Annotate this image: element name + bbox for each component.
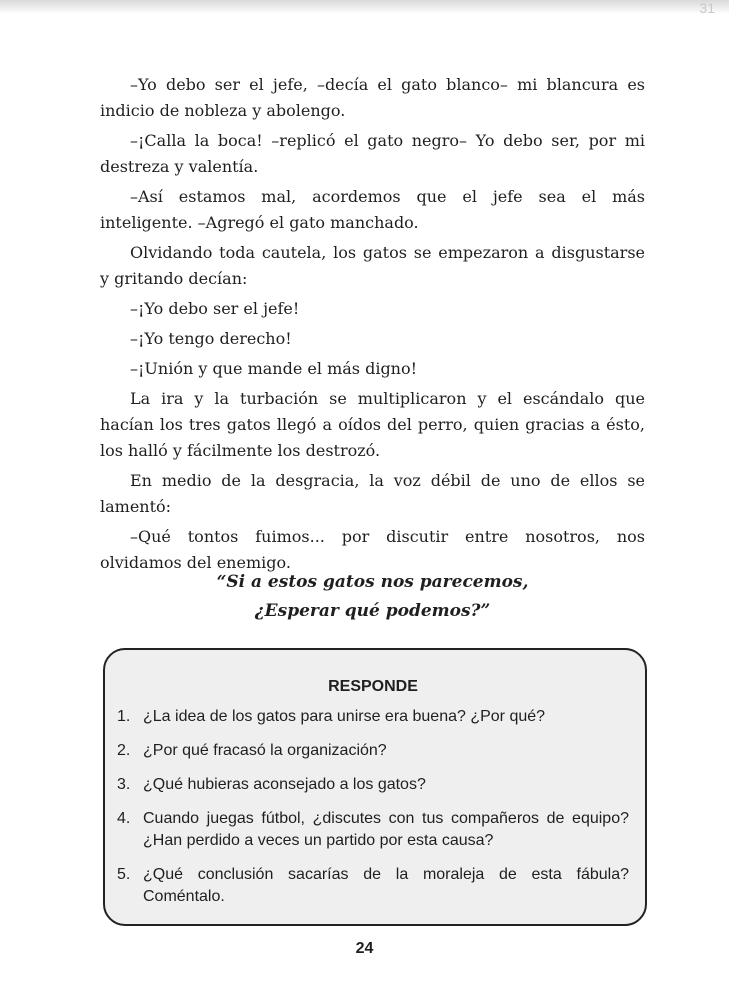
story-paragraph: La ira y la turbación se multiplicaron y el escándalo que hacían los tres gatos llegó a oídos del perro, quien gracias a ésto, los halló y fácilmente los destrozó. bbox=[100, 389, 645, 460]
story-paragraph: –¡Calla la boca! –replicó el gato negro– Yo debo ser, por mi destreza y valentía. bbox=[100, 131, 645, 176]
story-paragraph: Olvidando toda cautela, los gatos se empezaron a disgustarse y gritando decían: bbox=[100, 243, 645, 288]
question-text: ¿La idea de los gatos para unirse era buena? ¿Por qué? bbox=[143, 708, 546, 725]
responde-title: RESPONDE bbox=[328, 678, 418, 695]
moral-quote bbox=[100, 568, 645, 626]
story-paragraph: –¡Yo debo ser el jefe! bbox=[130, 299, 300, 318]
story-paragraph: –Así estamos mal, acordemos que el jefe sea el más inteligente. –Agregó el gato manchado. bbox=[100, 187, 645, 232]
question-item bbox=[117, 864, 629, 908]
page-number: 24 bbox=[355, 940, 374, 957]
story-paragraph: –Yo debo ser el jefe, –decía el gato blanco– mi blancura es indicio de nobleza y abolengo. bbox=[100, 75, 645, 120]
question-text: ¿Qué hubieras aconsejado a los gatos? bbox=[143, 776, 426, 793]
question-item bbox=[117, 774, 629, 796]
question-text: ¿Qué conclusión sacarías de la moraleja de esta fábula? Coméntalo. bbox=[143, 866, 629, 905]
scan-top-edge bbox=[0, 0, 729, 14]
story-paragraph: –¡Yo tengo derecho! bbox=[130, 329, 292, 348]
question-number: 4. bbox=[117, 810, 131, 827]
question-item bbox=[117, 706, 629, 728]
story-text bbox=[100, 72, 645, 580]
story-paragraph: En medio de la desgracia, la voz débil de uno de ellos se lamentó: bbox=[100, 471, 645, 516]
question-text: ¿Por qué fracasó la organización? bbox=[143, 742, 387, 759]
corner-page-mark: 31 bbox=[699, 0, 715, 16]
responde-box bbox=[103, 648, 647, 926]
question-text: Cuando juegas fútbol, ¿discutes con tus compañeros de equipo? ¿Han perdido a veces un partido por esta causa? bbox=[143, 810, 629, 849]
story-paragraph: –¡Unión y que mande el más digno! bbox=[130, 359, 418, 378]
question-number: 1. bbox=[117, 708, 131, 725]
question-number: 3. bbox=[117, 776, 131, 793]
question-number: 5. bbox=[117, 866, 131, 883]
story-paragraph: –Qué tontos fuimos... por discutir entre nosotros, nos olvidamos del enemigo. bbox=[100, 527, 645, 572]
question-item bbox=[117, 740, 629, 762]
question-item bbox=[117, 808, 629, 852]
moral-line-1: “Si a estos gatos nos parecemos, bbox=[216, 572, 529, 592]
moral-line-2: ¿Esperar qué podemos?” bbox=[254, 601, 491, 621]
question-number: 2. bbox=[117, 742, 131, 759]
